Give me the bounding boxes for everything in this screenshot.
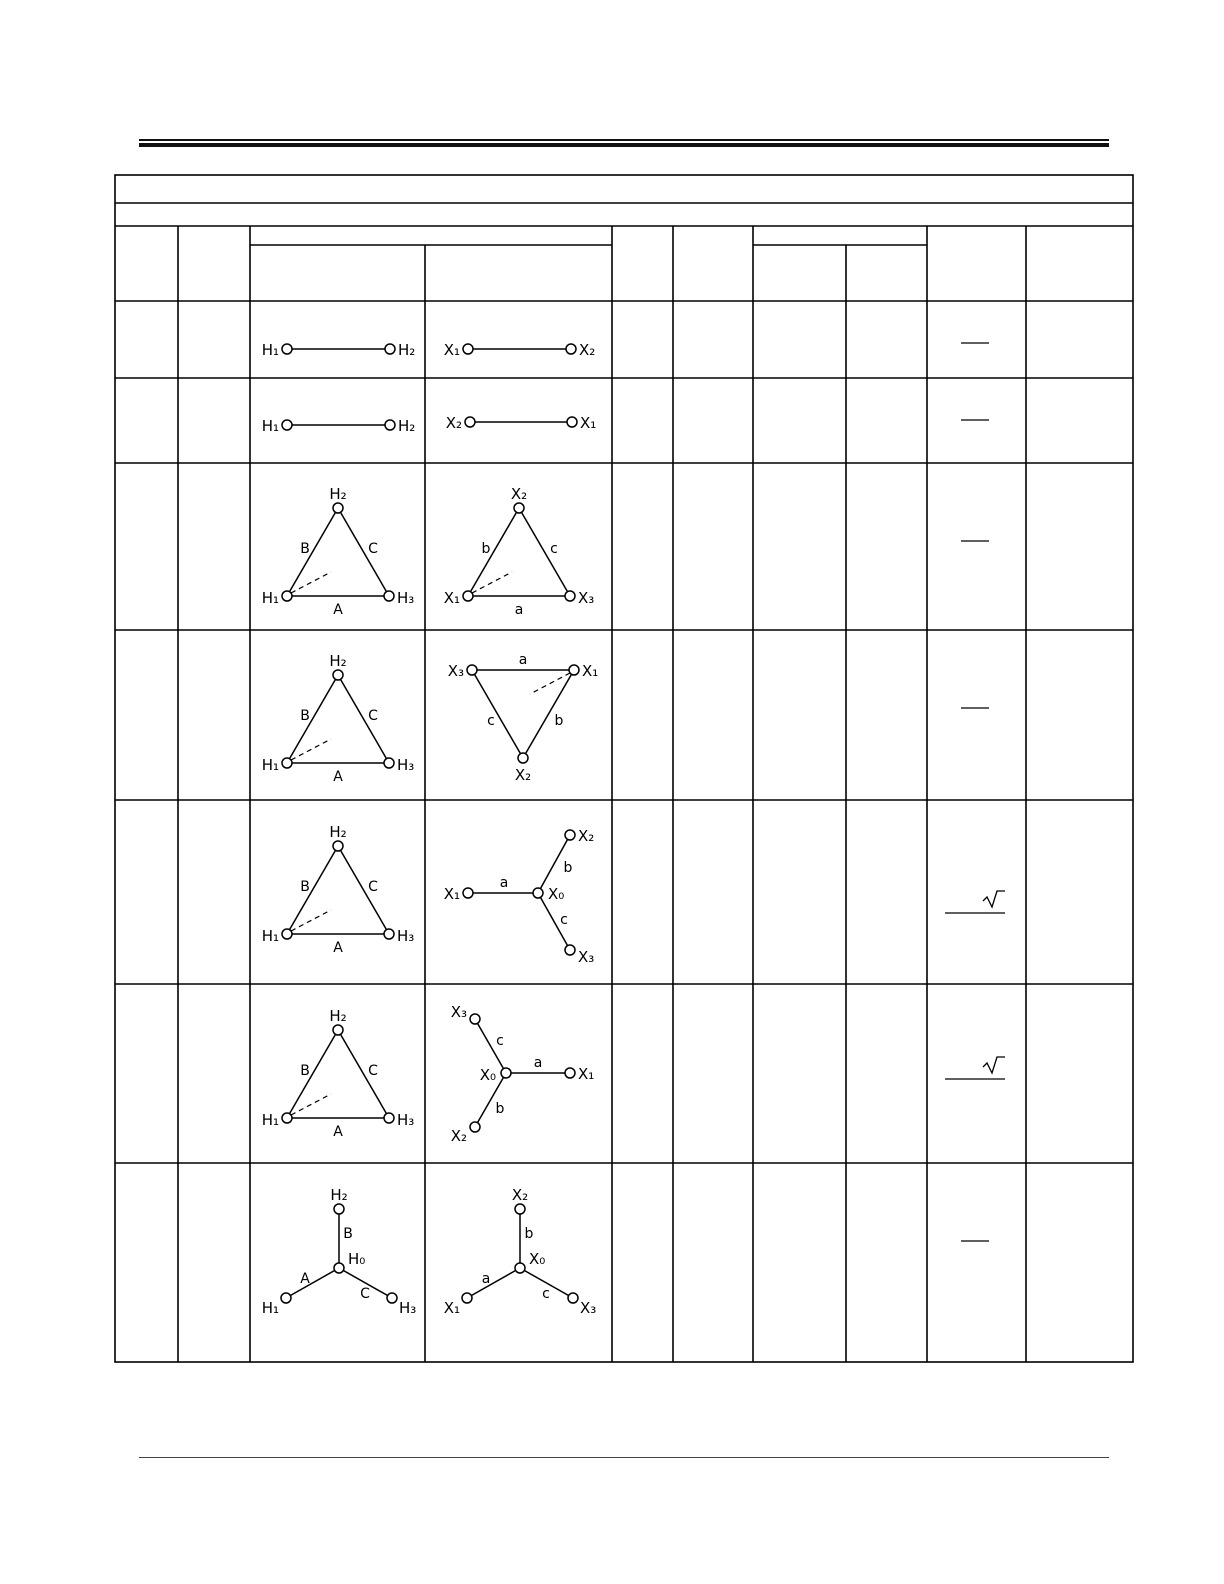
terminal-label: X₀ [548,885,565,903]
terminal-label: X₂ [514,766,532,784]
terminal-label: X₃ [580,1299,597,1317]
terminal-label: H₁ [261,756,279,774]
delta-side [338,1030,389,1118]
terminal-node [281,1293,291,1303]
side-label: B [300,541,310,557]
table-row [262,1003,1005,1145]
terminal-node [566,344,576,354]
terminal-label: H₁ [261,589,279,607]
phase-angle-dash [530,673,570,694]
terminal-node [467,665,477,675]
side-label: c [560,912,568,928]
side-label: A [300,1271,310,1287]
terminal-node [470,1014,480,1024]
terminal-node [333,841,343,851]
terminal-node [333,670,343,680]
side-label: B [300,879,310,895]
terminal-label: H₃ [397,927,415,945]
neutral-node [501,1068,511,1078]
terminal-node [282,420,292,430]
terminal-node [384,758,394,768]
terminal-label: H₂ [398,341,416,359]
terminal-node [282,344,292,354]
side-label: C [368,708,378,724]
delta-side [287,675,338,763]
delta-side [472,670,523,758]
side-label: B [300,1063,310,1079]
terminal-node [385,420,395,430]
terminal-label: H₂ [329,1007,347,1025]
side-label: A [333,940,343,956]
terminal-node [568,1293,578,1303]
terminal-node [282,929,292,939]
neutral-node [334,1263,344,1273]
side-label: c [542,1286,550,1302]
delta-side [338,508,389,596]
side-label: B [300,708,310,724]
terminal-node [514,503,524,513]
side-label: B [343,1226,353,1242]
side-label: C [368,879,378,895]
wye-arm [467,1268,520,1298]
delta-side [338,675,389,763]
terminal-label: H₂ [329,652,347,670]
sqrt-symbol [983,1057,1005,1073]
terminal-node [463,591,473,601]
side-label: b [563,860,573,876]
terminal-label: H₀ [348,1250,366,1268]
terminal-node [565,830,575,840]
terminal-node [567,417,577,427]
terminal-node [470,1122,480,1132]
terminal-label: X₁ [443,1299,460,1317]
terminal-label: X₁ [580,414,597,432]
terminal-node [384,929,394,939]
terminal-label: X₃ [447,662,464,680]
table-row [262,1186,989,1317]
side-label: A [333,602,343,618]
terminal-label: X₃ [578,948,595,966]
phase-angle-dash [291,739,331,760]
terminal-node [282,591,292,601]
terminal-node [282,1113,292,1123]
delta-side [287,1030,338,1118]
side-label: a [499,875,509,891]
terminal-label: X₁ [443,589,460,607]
terminal-node [333,503,343,513]
side-label: c [487,713,495,729]
neutral-node [533,888,543,898]
terminal-label: H₂ [329,485,347,503]
side-label: C [360,1286,370,1302]
side-label: c [550,541,558,557]
terminal-label: X₂ [511,1186,529,1204]
terminal-label: X₂ [510,485,528,503]
terminal-node [515,1204,525,1214]
phase-angle-dash [291,1094,331,1115]
terminal-label: H₁ [261,417,279,435]
terminal-label: X₁ [443,885,460,903]
terminal-node [463,888,473,898]
terminal-label: X₀ [479,1066,496,1084]
terminal-label: H₃ [397,1111,415,1129]
terminal-label: X₂ [445,414,462,432]
terminal-node [465,417,475,427]
side-label: b [481,541,491,557]
terminal-label: X₂ [450,1127,467,1145]
table-diagrams [262,341,1005,1317]
terminal-label: H₂ [398,417,416,435]
sqrt-symbol [983,891,1005,907]
terminal-label: X₂ [579,341,596,359]
terminal-label: H₁ [261,341,279,359]
terminal-node [334,1204,344,1214]
side-label: a [518,652,528,668]
neutral-node [515,1263,525,1273]
terminal-label: H₂ [330,1186,348,1204]
side-label: a [533,1055,543,1071]
terminal-label: X₂ [578,827,595,845]
delta-side [468,508,519,596]
side-label: a [481,1271,491,1287]
table-row [262,485,989,618]
side-label: C [368,541,378,557]
phase-angle-dash [472,572,512,593]
terminal-label: X₃ [578,589,595,607]
terminal-label: H₁ [261,1299,279,1317]
wye-arm [286,1268,339,1298]
terminal-node [569,665,579,675]
terminal-node [565,1068,575,1078]
terminal-label: X₃ [450,1003,467,1021]
terminal-node [387,1293,397,1303]
terminal-label: X₁ [443,341,460,359]
terminal-label: H₁ [261,1111,279,1129]
side-label: C [368,1063,378,1079]
table-row [262,414,989,435]
side-label: b [495,1101,505,1117]
terminal-node [565,591,575,601]
terminal-node [384,591,394,601]
terminal-node [333,1025,343,1035]
table-row [262,341,989,359]
terminal-node [282,758,292,768]
delta-side [287,846,338,934]
side-label: b [554,713,564,729]
side-label: a [514,602,524,618]
terminal-label: H₂ [329,823,347,841]
terminal-node [384,1113,394,1123]
terminal-node [463,344,473,354]
terminal-label: H₁ [261,927,279,945]
phase-angle-dash [291,572,331,593]
side-label: A [333,769,343,785]
terminal-node [518,753,528,763]
terminal-label: X₀ [529,1250,546,1268]
terminal-label: X₁ [578,1065,595,1083]
terminal-node [385,344,395,354]
delta-side [519,508,570,596]
delta-side [523,670,574,758]
phase-angle-dash [291,910,331,931]
side-label: A [333,1124,343,1140]
table-row [262,823,1005,966]
terminal-node [462,1293,472,1303]
terminal-label: H₃ [397,589,415,607]
side-label: c [496,1033,504,1049]
side-label: b [524,1226,534,1242]
delta-side [338,846,389,934]
table-row [262,652,989,785]
terminal-node [565,945,575,955]
terminal-label: X₁ [582,662,599,680]
terminal-label: H₃ [399,1299,417,1317]
terminal-label: H₃ [397,756,415,774]
delta-side [287,508,338,596]
